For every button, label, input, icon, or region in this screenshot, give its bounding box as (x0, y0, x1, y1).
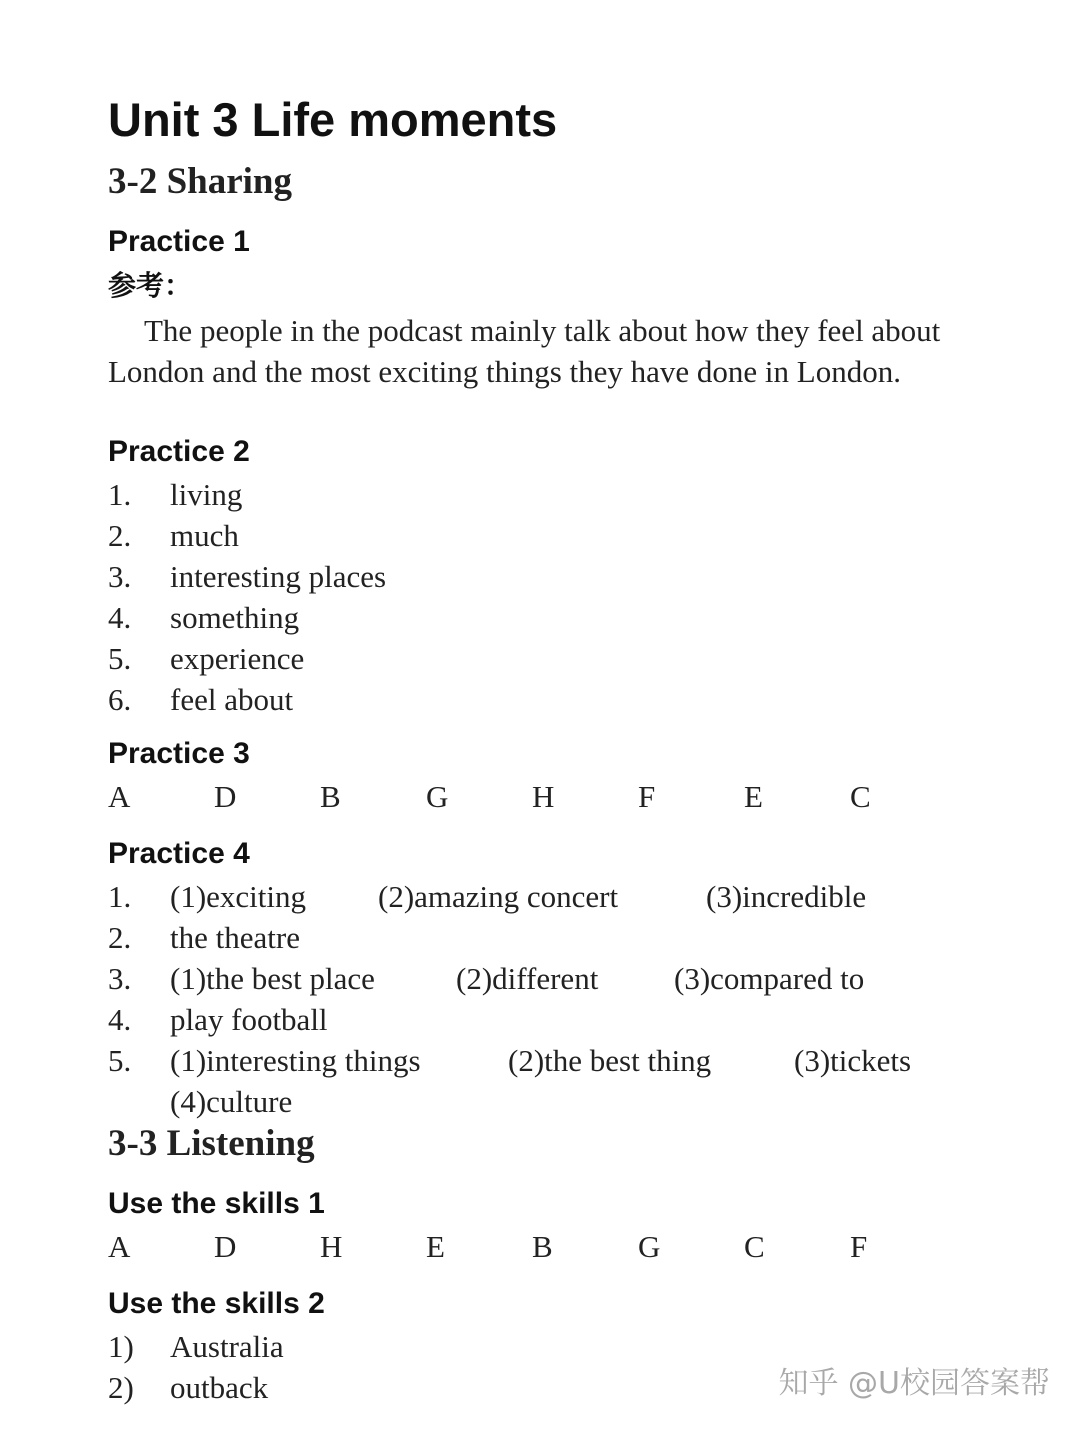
item-text: experience (170, 641, 305, 676)
item-part: (3)tickets (794, 1043, 912, 1078)
use-skills-1-answers (108, 1226, 956, 1267)
item-part: (1)interesting things (170, 1043, 421, 1078)
list-item (108, 474, 708, 515)
answer-letter: H (320, 1229, 343, 1264)
item-number: 4. (108, 1002, 132, 1037)
item-part: (2)different (456, 961, 599, 996)
reference-label: 参考： (108, 269, 193, 302)
item-part: (1)exciting (170, 879, 307, 914)
practice-3-answers (108, 776, 956, 817)
source-watermark: 知乎 @U校园答案帮 (778, 1366, 1050, 1401)
answer-letter: F (850, 1229, 868, 1264)
answer-letter: C (850, 779, 871, 814)
answer-letter: D (214, 1229, 237, 1264)
item-text: Australia (170, 1329, 284, 1364)
item-text: much (170, 518, 239, 553)
item-text: interesting places (170, 559, 387, 594)
list-item (108, 917, 988, 958)
practice-1-heading: Practice 1 (108, 225, 250, 258)
item-number: 6. (108, 682, 132, 717)
item-text: feel about (170, 682, 294, 717)
list-item (108, 999, 988, 1040)
item-number: 2) (108, 1370, 134, 1405)
answer-letter: E (744, 779, 763, 814)
practice-2-list (108, 474, 708, 720)
item-number: 2. (108, 518, 132, 553)
use-skills-2-heading: Use the skills 2 (108, 1287, 325, 1320)
item-number: 3. (108, 961, 132, 996)
item-part: play football (170, 1002, 328, 1037)
item-part: the theatre (170, 920, 300, 955)
section-title-3-3: 3-3 Listening (108, 1123, 315, 1164)
item-part: (1)the best place (170, 961, 375, 996)
answer-letter: B (532, 1229, 553, 1264)
use-skills-2-list (108, 1326, 708, 1408)
item-text: living (170, 477, 243, 512)
item-part: (2)amazing concert (378, 879, 619, 914)
item-number: 3. (108, 559, 132, 594)
answer-letter: F (638, 779, 656, 814)
answer-letter: A (108, 779, 131, 814)
answer-letter: D (214, 779, 237, 814)
answer-letter: B (320, 779, 341, 814)
list-item (108, 556, 708, 597)
practice-2-heading: Practice 2 (108, 435, 250, 468)
answer-letter: A (108, 1229, 131, 1264)
item-text: outback (170, 1370, 269, 1405)
practice-4-heading: Practice 4 (108, 837, 250, 870)
list-item (108, 679, 708, 720)
answer-letter: H (532, 779, 555, 814)
item-number: 5. (108, 1043, 132, 1078)
list-item (108, 876, 988, 917)
list-item (108, 1326, 708, 1367)
item-part: (3)incredible (706, 879, 867, 914)
item-number: 1. (108, 477, 132, 512)
practice-4-list (108, 876, 988, 1122)
answer-letter: E (426, 1229, 445, 1264)
list-item (108, 597, 708, 638)
list-item-continuation (108, 1081, 988, 1122)
item-part: (4)culture (170, 1084, 293, 1119)
item-number: 2. (108, 920, 132, 955)
item-part: (3)compared to (674, 961, 865, 996)
answer-letter: G (638, 1229, 661, 1264)
list-item (108, 638, 708, 679)
section-title-3-2: 3-2 Sharing (108, 161, 293, 202)
list-item (108, 1040, 988, 1081)
list-item (108, 958, 988, 999)
answer-letter: C (744, 1229, 765, 1264)
unit-title: Unit 3 Life moments (108, 93, 558, 146)
practice-3-heading: Practice 3 (108, 737, 250, 770)
list-item (108, 1367, 708, 1408)
item-number: 4. (108, 600, 132, 635)
item-part: (2)the best thing (508, 1043, 712, 1078)
item-number: 1. (108, 879, 132, 914)
practice-1-answer-paragraph: The people in the podcast mainly talk about how they feel about London and the most exciting things they have done in London. (108, 313, 941, 389)
item-text: something (170, 600, 300, 635)
answer-letter: G (426, 779, 449, 814)
item-number: 5. (108, 641, 132, 676)
use-skills-1-heading: Use the skills 1 (108, 1187, 325, 1220)
item-number: 1) (108, 1329, 134, 1364)
list-item (108, 515, 708, 556)
